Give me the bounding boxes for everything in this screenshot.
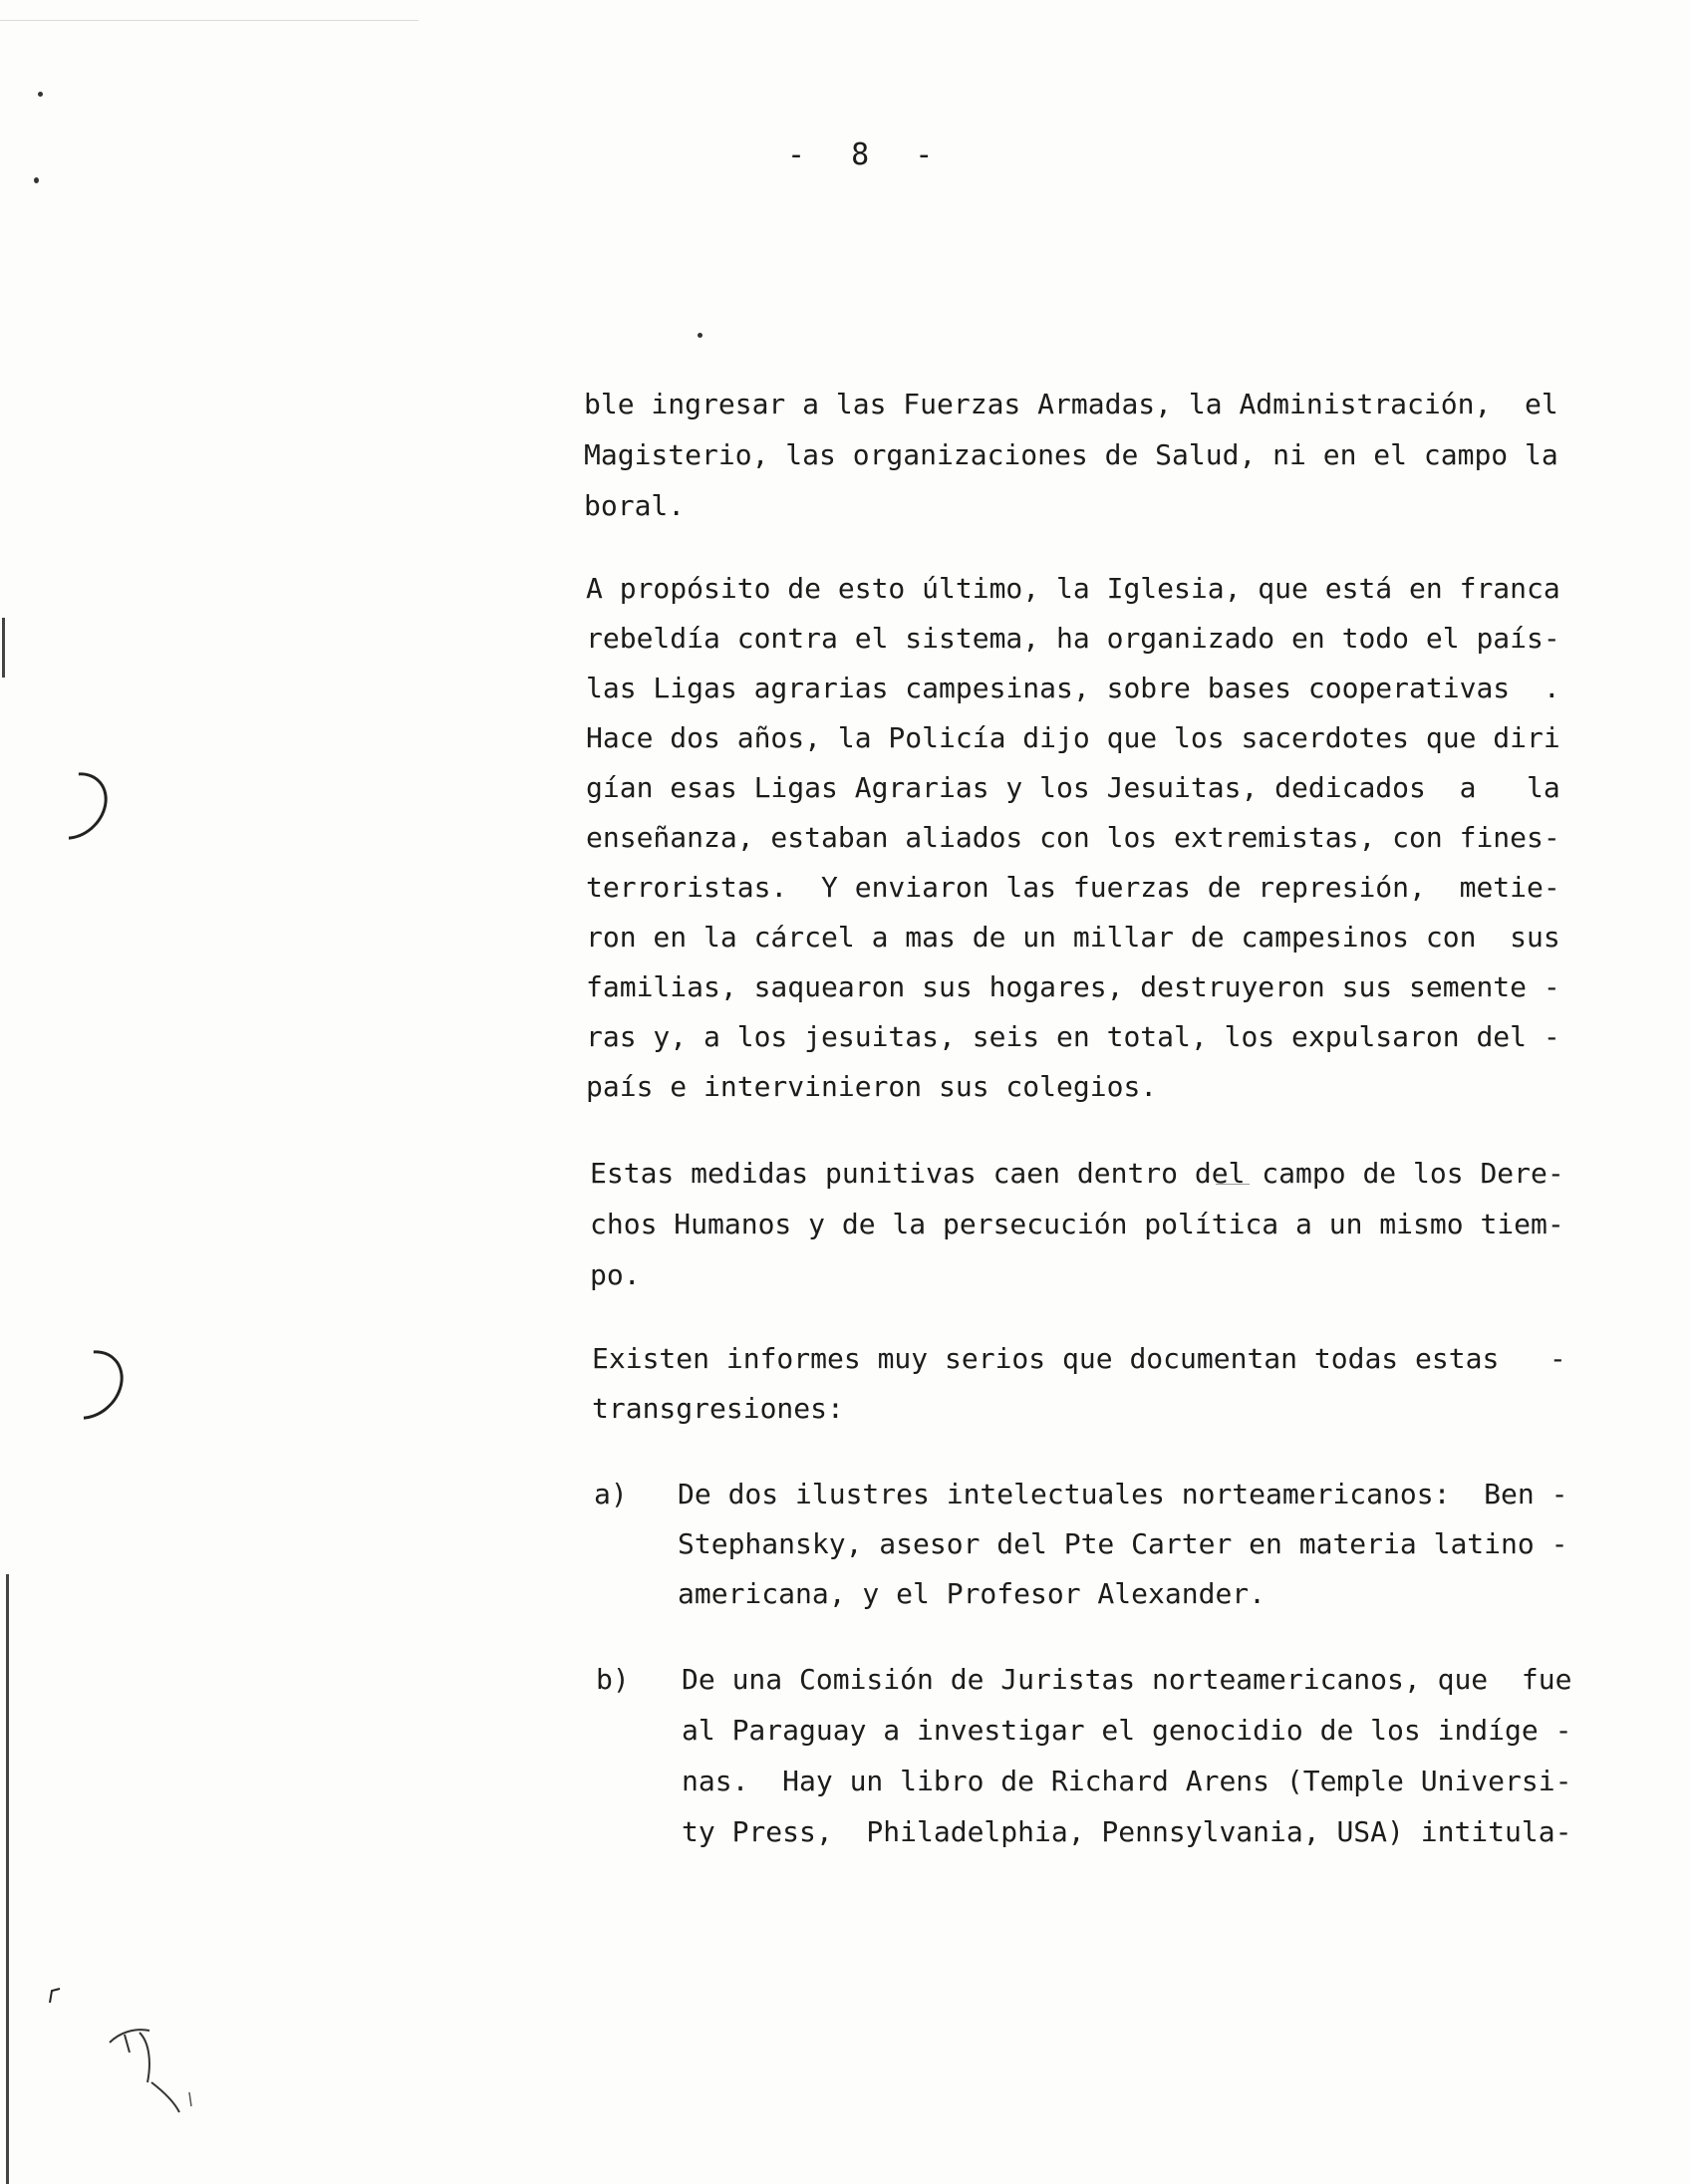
text-line: chos Humanos y de la persecución política a un mismo tiem- (590, 1208, 1564, 1240)
text-line: De dos ilustres intelectuales norteamericanos: Ben - (678, 1478, 1568, 1510)
page-number: - 8 - (787, 137, 948, 172)
text-line: al Paraguay a investigar el genocidio de los indíge - (682, 1714, 1572, 1747)
handwritten-mark (40, 1983, 219, 2132)
text-line: Magisterio, las organizaciones de Salud, ni en el campo la (584, 438, 1558, 471)
text-line: De una Comisión de Juristas norteamericanos, que fue (682, 1663, 1572, 1696)
text-line: A propósito de esto último, la Iglesia, que está en franca (586, 572, 1560, 605)
list-marker: a) (594, 1478, 628, 1510)
text-line: Estas medidas punitivas caen dentro del campo de los Dere- (590, 1157, 1564, 1190)
text-line: ron en la cárcel a mas de un millar de campesinos con sus (586, 921, 1560, 954)
text-line: gían esas Ligas Agrarias y los Jesuitas, dedicados a la (586, 771, 1560, 804)
text-line: Hace dos años, la Policía dijo que los sacerdotes que diri (586, 721, 1560, 754)
text-line: americana, y el Profesor Alexander. (678, 1577, 1267, 1610)
text-line: nas. Hay un libro de Richard Arens (Temple Universi- (682, 1765, 1572, 1797)
text-line: Stephansky, asesor del Pte Carter en materia latino - (678, 1527, 1568, 1560)
text-line: rebeldía contra el sistema, ha organizado en todo el país- (586, 622, 1560, 655)
text-line: Existen informes muy serios que documentan todas estas - (592, 1342, 1566, 1375)
text-line: ty Press, Philadelphia, Pennsylvania, USA) intitula- (682, 1815, 1572, 1848)
scan-speck (0, 20, 419, 21)
text-line: enseñanza, estaban aliados con los extremistas, con fines- (586, 821, 1560, 854)
text-line: ble ingresar a las Fuerzas Armadas, la Administración, el (584, 388, 1558, 420)
scan-speck (698, 333, 703, 338)
text-line: po. (590, 1258, 641, 1291)
scan-speck (34, 177, 39, 183)
text-line: transgresiones: (592, 1392, 844, 1425)
scan-edge-line (6, 1574, 9, 2184)
scan-arc-mark (27, 759, 122, 854)
text-line: las Ligas agrarias campesinas, sobre bases cooperativas . (586, 672, 1560, 704)
list-marker: b) (596, 1663, 630, 1696)
text-line: boral. (584, 489, 686, 522)
scan-edge-line (2, 618, 5, 678)
text-line: familias, saquearon sus hogares, destruyeron sus semente - (586, 970, 1560, 1003)
text-line: ras y, a los jesuitas, seis en total, los expulsaron del - (586, 1020, 1560, 1053)
text-line: terroristas. Y enviaron las fuerzas de represión, metie- (586, 871, 1560, 904)
scan-arc-mark (40, 1336, 138, 1434)
scan-speck (38, 92, 43, 97)
text-line: país e intervinieron sus colegios. (586, 1070, 1158, 1103)
